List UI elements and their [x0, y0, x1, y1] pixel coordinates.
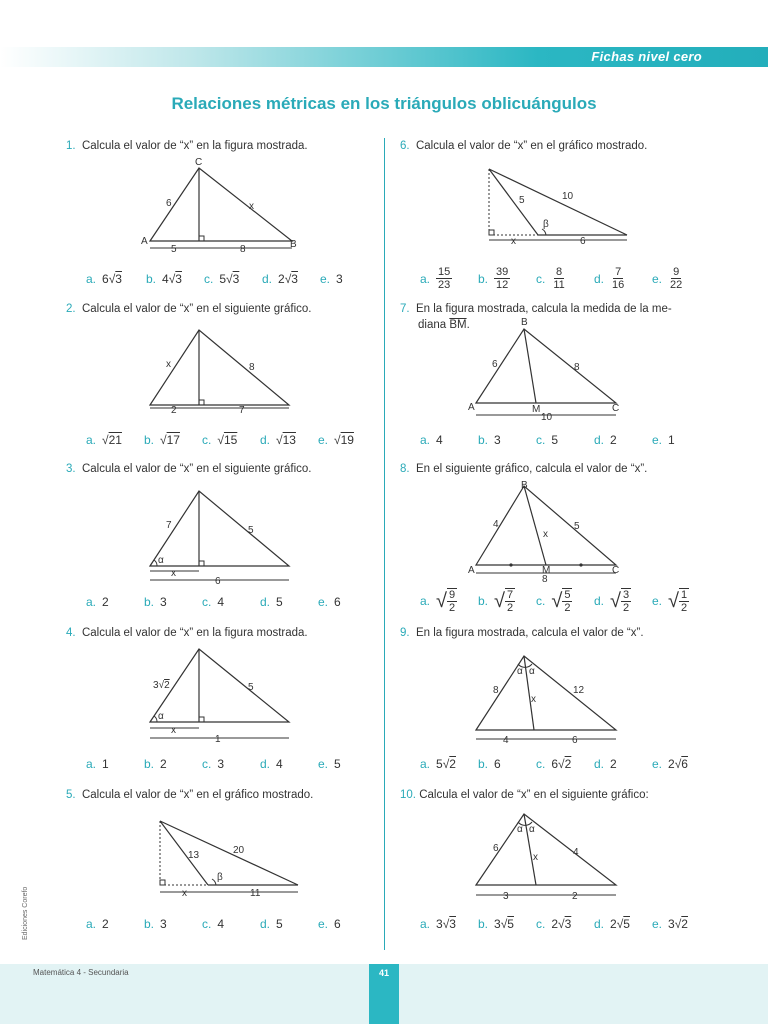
- option[interactable]: e. 1: [652, 433, 675, 447]
- header-label: Fichas nivel cero: [591, 49, 702, 64]
- svg-text:C: C: [612, 403, 620, 414]
- option[interactable]: c. 4: [202, 917, 225, 931]
- option[interactable]: b. √ $\frac{7}{2}$: [478, 589, 514, 614]
- option[interactable]: b. 6: [478, 757, 501, 771]
- svg-text:x: x: [166, 359, 171, 370]
- svg-text:x: x: [171, 725, 176, 736]
- option[interactable]: c. $\frac{8}{11}$: [536, 266, 565, 291]
- svg-text:β: β: [543, 219, 549, 230]
- svg-text:5: 5: [248, 525, 254, 536]
- svg-text:α: α: [529, 824, 535, 835]
- option[interactable]: a. $\frac{15}{23}$: [420, 266, 451, 291]
- svg-text:7: 7: [166, 520, 172, 531]
- figure-4: [140, 645, 300, 745]
- svg-text:5: 5: [574, 521, 580, 532]
- svg-text:1: 1: [215, 734, 221, 745]
- question-4: 4. Calcula el valor de “x” en la figura mostrada.: [66, 627, 308, 639]
- option[interactable]: a. 6 √ 3: [86, 272, 122, 286]
- footer-text: Matemática 4 - Secundaria: [33, 968, 129, 977]
- svg-text:2: 2: [171, 405, 177, 416]
- svg-text:20: 20: [233, 845, 245, 856]
- option[interactable]: b. 3: [144, 595, 167, 609]
- svg-text:x: x: [171, 568, 176, 579]
- option[interactable]: c. 4: [202, 595, 225, 609]
- option[interactable]: c. 2 √ 3: [536, 917, 572, 931]
- svg-text:α: α: [517, 666, 523, 677]
- option[interactable]: d. 2 √ 5: [594, 917, 630, 931]
- svg-text:B: B: [521, 480, 528, 491]
- svg-text:12: 12: [573, 685, 585, 696]
- figure-5: [150, 815, 310, 900]
- option[interactable]: c. 3: [202, 757, 225, 771]
- question-10: 10. Calcula el valor de “x” en el siguiente gráfico:: [400, 789, 649, 801]
- svg-text:A: A: [468, 565, 475, 576]
- option[interactable]: e. 3 √ 2: [652, 917, 688, 931]
- option[interactable]: d. √ 13: [260, 433, 296, 447]
- svg-text:2: 2: [572, 891, 578, 902]
- option[interactable]: c. √ 15: [202, 433, 238, 447]
- svg-text:C: C: [612, 565, 620, 576]
- option[interactable]: e. 6: [318, 595, 341, 609]
- svg-text:6: 6: [572, 735, 578, 746]
- svg-text:6: 6: [492, 359, 498, 370]
- option[interactable]: c. 5: [536, 433, 559, 447]
- option[interactable]: b. 3 √ 5: [478, 917, 514, 931]
- question-8: 8. En el siguiente gráfico, calcula el valor de “x”.: [400, 463, 648, 475]
- option[interactable]: d. 2: [594, 757, 617, 771]
- options-4: [86, 757, 341, 771]
- svg-text:6: 6: [493, 843, 499, 854]
- question-1: 1. Calcula el valor de “x” en la figura mostrada.: [66, 140, 308, 152]
- svg-text:C: C: [195, 157, 203, 168]
- svg-text:8: 8: [249, 362, 255, 373]
- svg-text:5: 5: [171, 244, 177, 255]
- option[interactable]: e. 6: [318, 917, 341, 931]
- figure-10: [465, 808, 630, 908]
- svg-text:13: 13: [188, 850, 200, 861]
- svg-text:10: 10: [562, 191, 574, 202]
- option[interactable]: c. 6 √ 2: [536, 757, 572, 771]
- options-8: [420, 588, 689, 614]
- svg-text:6: 6: [580, 236, 586, 247]
- footer: [0, 964, 768, 1024]
- option[interactable]: a. 2: [86, 917, 109, 931]
- svg-text:6: 6: [215, 576, 221, 585]
- options-7: [420, 433, 675, 447]
- svg-text:5: 5: [248, 682, 254, 693]
- svg-text:8: 8: [240, 244, 246, 255]
- option[interactable]: e. √ $\frac{1}{2}$: [652, 589, 688, 614]
- question-7: 7. En la figura mostrada, calcula la medida de la me- diana $\overline{BM}$.: [400, 303, 672, 331]
- svg-text:8: 8: [542, 574, 548, 585]
- question-3: 3. Calcula el valor de “x” en el siguiente gráfico.: [66, 463, 312, 475]
- svg-text:β: β: [217, 872, 223, 883]
- svg-text:A: A: [468, 402, 475, 413]
- figure-3: [140, 485, 300, 585]
- figure-7: [465, 315, 630, 425]
- figure-2: [140, 320, 300, 420]
- svg-text:α: α: [158, 555, 164, 566]
- svg-text:M: M: [542, 565, 551, 576]
- svg-text:α: α: [529, 666, 535, 677]
- svg-text:4: 4: [573, 847, 579, 858]
- page-number: 41: [369, 964, 399, 1024]
- column-divider: [384, 138, 385, 950]
- option[interactable]: d. 2 √ 3: [262, 272, 298, 286]
- question-9: 9. En la figura mostrada, calcula el valor de “x”.: [400, 627, 644, 639]
- svg-text:x: x: [533, 852, 538, 863]
- option[interactable]: a. √ $\frac{9}{2}$: [420, 589, 456, 614]
- svg-text:x: x: [543, 529, 548, 540]
- svg-text:10: 10: [541, 412, 553, 423]
- figure-6: [480, 162, 640, 252]
- svg-text:5: 5: [519, 195, 525, 206]
- svg-text:M: M: [532, 404, 541, 415]
- svg-text:B: B: [521, 317, 528, 328]
- option[interactable]: b. 3: [478, 433, 501, 447]
- option[interactable]: d. 2: [594, 433, 617, 447]
- options-3: [86, 595, 341, 609]
- svg-text:6: 6: [166, 198, 172, 209]
- option[interactable]: b. 4 √ 3: [146, 272, 182, 286]
- option[interactable]: e. $\frac{9}{22}$: [652, 266, 683, 291]
- options-1: [86, 272, 343, 286]
- option[interactable]: d. 5: [260, 595, 283, 609]
- svg-text:B: B: [290, 239, 297, 250]
- figure-1: [140, 155, 300, 255]
- svg-text:3: 3: [503, 891, 509, 902]
- svg-text:3√2: 3√2: [153, 680, 170, 691]
- svg-text:A: A: [141, 236, 148, 247]
- option[interactable]: d. 5: [260, 917, 283, 931]
- svg-text:8: 8: [493, 685, 499, 696]
- option[interactable]: a. 2: [86, 595, 109, 609]
- option[interactable]: b. 3: [144, 917, 167, 931]
- options-9: [420, 757, 688, 771]
- option[interactable]: e. 5: [318, 757, 341, 771]
- svg-text:α: α: [517, 824, 523, 835]
- figure-8: [465, 478, 630, 588]
- header-band: [0, 47, 768, 67]
- option[interactable]: b. √ 17: [144, 433, 180, 447]
- svg-text:x: x: [531, 694, 536, 705]
- svg-text:α: α: [158, 711, 164, 722]
- option[interactable]: a. 1: [86, 757, 109, 771]
- options-5: [86, 917, 341, 931]
- option[interactable]: e. √ 19: [318, 433, 354, 447]
- question-5: 5. Calcula el valor de “x” en el gráfico mostrado.: [66, 789, 314, 801]
- option[interactable]: b. $\frac{39}{12}$: [478, 266, 509, 291]
- option[interactable]: a. 4: [420, 433, 443, 447]
- option[interactable]: a. 5 √ 2: [420, 757, 456, 771]
- option[interactable]: d. $\frac{7}{16}$: [594, 266, 625, 291]
- option[interactable]: e. 3: [320, 272, 343, 286]
- option[interactable]: d. √ $\frac{3}{2}$: [594, 589, 630, 614]
- publisher-side-text: Ediciones Corefo: [22, 886, 29, 940]
- svg-text:4: 4: [503, 735, 509, 746]
- svg-text:7: 7: [239, 405, 245, 416]
- option[interactable]: b. 2: [144, 757, 167, 771]
- question-2: 2. Calcula el valor de “x” en el siguiente gráfico.: [66, 303, 312, 315]
- option[interactable]: a. √ 21: [86, 433, 122, 447]
- options-2: [86, 433, 354, 447]
- option[interactable]: a. 3 √ 3: [420, 917, 456, 931]
- figure-9: [465, 650, 630, 750]
- options-6: [420, 266, 684, 291]
- option[interactable]: c. 5 √ 3: [204, 272, 240, 286]
- option[interactable]: d. 4: [260, 757, 283, 771]
- svg-text:8: 8: [574, 362, 580, 373]
- options-10: [420, 917, 688, 931]
- svg-text:11: 11: [250, 888, 261, 899]
- option[interactable]: e. 2 √ 6: [652, 757, 688, 771]
- svg-text:x: x: [511, 236, 516, 247]
- svg-text:x: x: [249, 201, 254, 212]
- page-title: Relaciones métricas en los triángulos oblicuángulos: [171, 94, 597, 113]
- svg-text:x: x: [182, 888, 187, 899]
- svg-text:4: 4: [493, 519, 499, 530]
- question-6: 6. Calcula el valor de “x” en el gráfico mostrado.: [400, 140, 648, 152]
- option[interactable]: c. √ $\frac{5}{2}$: [536, 589, 571, 614]
